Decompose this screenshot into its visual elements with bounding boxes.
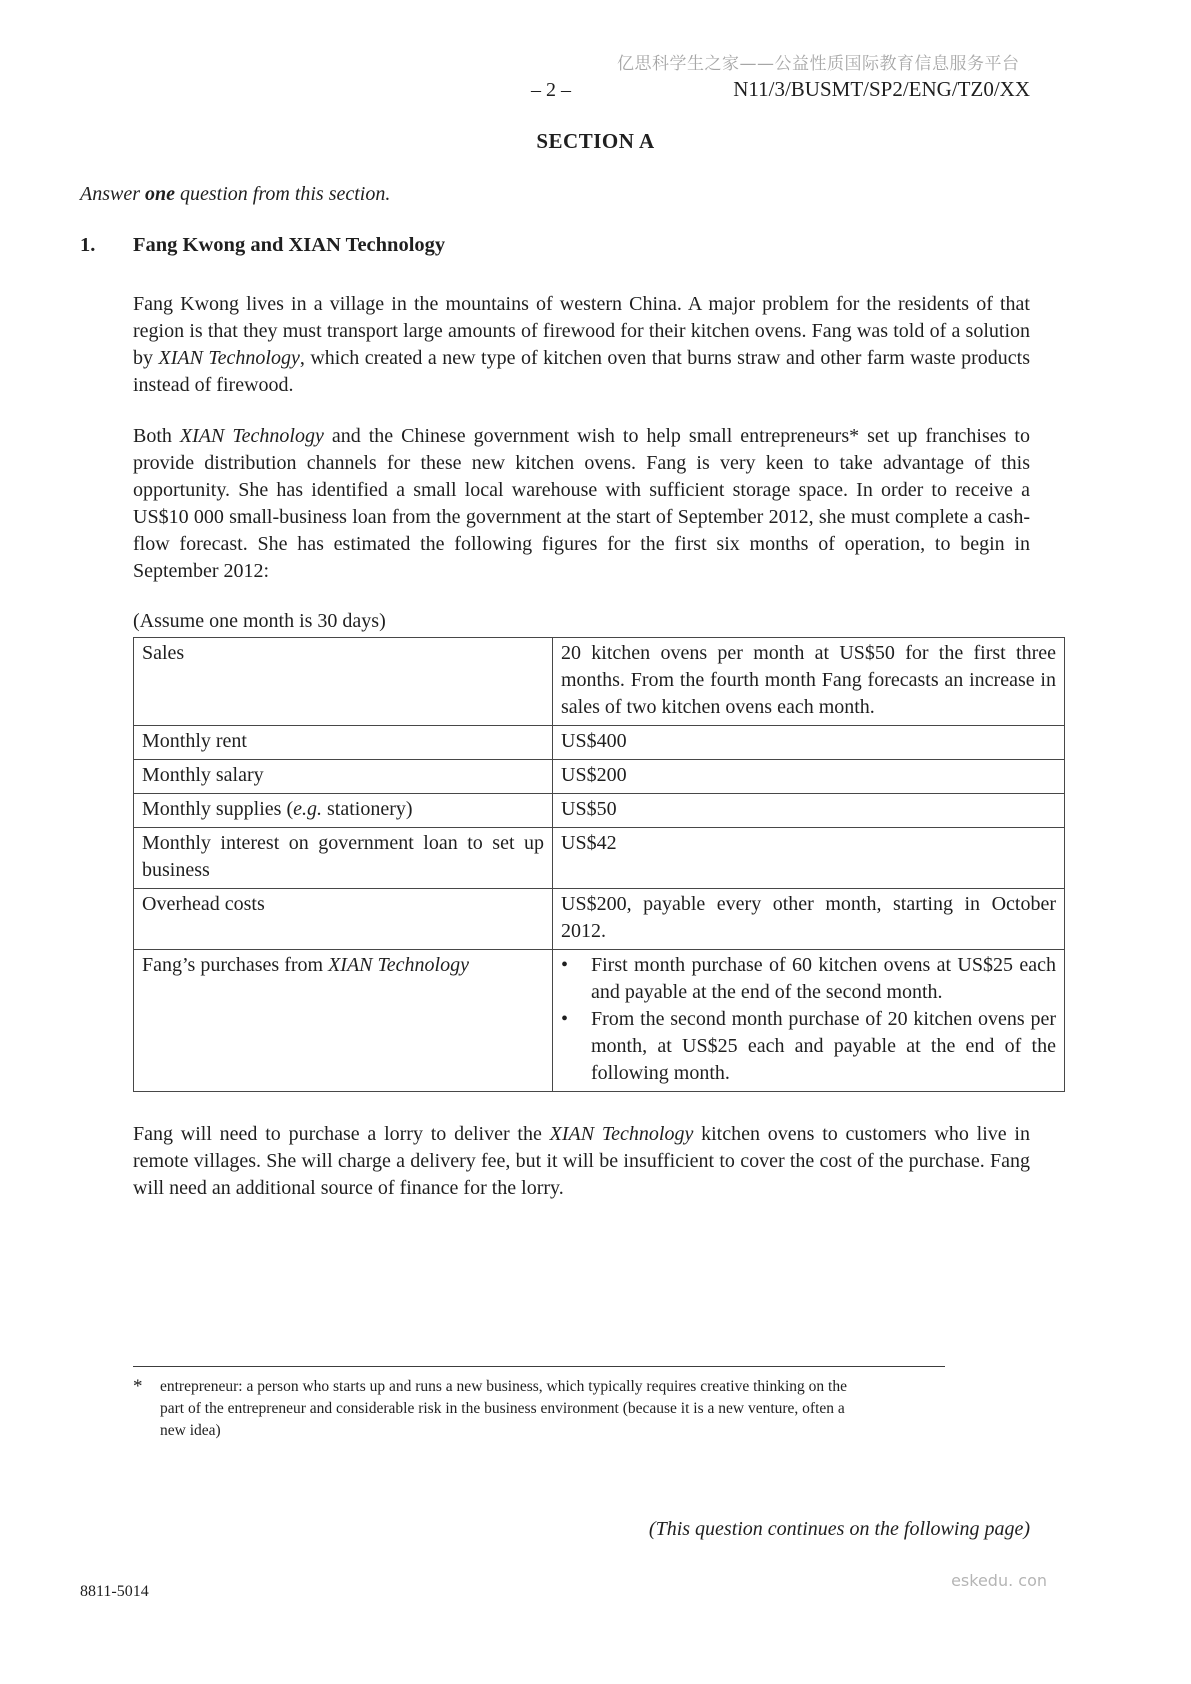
row-label: Monthly interest on government loan to set up business (134, 828, 553, 889)
label-text: Fang’s purchases from (142, 954, 329, 976)
table-row-salary (134, 760, 1065, 794)
company-name-italic: XIAN Technology (179, 425, 324, 447)
bullet-text: From the second month purchase of 20 kitchen ovens per month, at US$25 each and payable at the end of the following month. (591, 1008, 1056, 1084)
bullet-text: First month purchase of 60 kitchen ovens at US$25 each and payable at the end of the second month. (591, 954, 1056, 1003)
exam-paper-code: N11/3/BUSMT/SP2/ENG/TZ0/XX (733, 77, 1030, 101)
row-label: Sales (134, 638, 553, 726)
row-value: US$400 (553, 726, 1065, 760)
row-value: US$50 (553, 794, 1065, 828)
instruction-text-end: question from this section. (175, 183, 391, 205)
bullet-item (561, 1006, 1056, 1087)
section-title: SECTION A (536, 129, 655, 153)
instruction-bold-word: one (145, 183, 175, 205)
continuation-notice: (This question continues on the following page) (648, 1518, 1030, 1540)
table-assumption-note: (Assume one month is 30 days) (133, 610, 386, 632)
row-label: Monthly salary (134, 760, 553, 794)
document-number: 8811-5014 (80, 1583, 149, 1600)
company-name-italic: XIAN Technology (158, 347, 300, 369)
question-title: Fang Kwong and XIAN Technology (133, 234, 446, 256)
bullet-marker: • (561, 1008, 569, 1030)
table-row-interest (134, 828, 1065, 889)
row-label (134, 950, 553, 1092)
paragraph-text: Fang Kwong lives in a village in the mountains of western China. A major problem for the residents of that region is that they must transport large amounts of firewood for their kitchen ovens. Fang was told of a solution by (133, 293, 1030, 369)
paragraph-background (133, 423, 1030, 585)
label-italic: e.g. (293, 798, 323, 820)
paragraph-intro (133, 291, 1030, 399)
row-value: US$200 (553, 760, 1065, 794)
instruction-text-start: Answer (80, 183, 145, 205)
table-row-purchases (134, 950, 1065, 1092)
row-label: Monthly rent (134, 726, 553, 760)
table-row-supplies (134, 794, 1065, 828)
chinese-header-watermark: 亿思科学生之家——公益性质国际教育信息服务平台 (617, 54, 1020, 74)
row-value (553, 950, 1065, 1092)
section-instruction (80, 183, 390, 206)
bullet-item (561, 952, 1056, 1006)
paragraph-lorry (133, 1121, 1030, 1202)
paragraph-text: Both (133, 425, 180, 447)
row-value: US$200, payable every other month, starting in October 2012. (553, 889, 1065, 950)
question-number: 1. (80, 234, 96, 256)
table-row-rent (134, 726, 1065, 760)
paragraph-text: Fang will need to purchase a lorry to deliver the (133, 1123, 550, 1145)
footnote-text: entrepreneur: a person who starts up and runs a new business, which typically requires creative thinking on the part of the entrepreneur and considerable risk in the business environment (because it is a new venture, often a new idea) (160, 1378, 847, 1439)
row-label: Overhead costs (134, 889, 553, 950)
row-value: 20 kitchen ovens per month at US$50 for the first three months. From the fourth month Fang forecasts an increase in sales of two kitchen ovens each month. (553, 638, 1065, 726)
paragraph-text: kitchen ovens to customers who live in remote villages. She will charge a delivery fee, but it will be insufficient to cover the cost of the purchase. Fang will need an additional source of finance for the lorry. (133, 1123, 1030, 1199)
paragraph-text: and the Chinese government wish to help small entrepreneurs* set up franchises to provide distribution channels for these new kitchen ovens. Fang is very keen to take advantage of this opportunity. She has identified a small local warehouse with sufficient storage space. In order to receive a US$10 000 small-business loan from the government at the start of September 2012, she must complete a cash-flow forecast. She has estimated the following figures for the first six months of operation, to begin in September 2012: (133, 425, 1030, 582)
table-row-overheads (134, 889, 1065, 950)
label-text: stationery) (322, 798, 413, 820)
question-heading (80, 234, 445, 257)
label-text: Monthly supplies ( (142, 798, 294, 820)
company-name-italic: XIAN Technology (549, 1123, 694, 1145)
company-name-italic: XIAN Technology (328, 954, 469, 976)
table-row-sales (134, 638, 1065, 726)
row-label (134, 794, 553, 828)
paragraph-text: , which created a new type of kitchen oven that burns straw and other farm waste products instead of firewood. (133, 347, 1031, 396)
bullet-marker: • (561, 954, 569, 976)
row-value: US$42 (553, 828, 1065, 889)
footnote (133, 1366, 945, 1442)
site-watermark: eskedu. con (951, 1571, 1047, 1590)
footnote-marker: * (133, 1376, 143, 1397)
page-number: – 2 – (531, 79, 571, 101)
cash-flow-figures-table (133, 637, 1065, 1092)
